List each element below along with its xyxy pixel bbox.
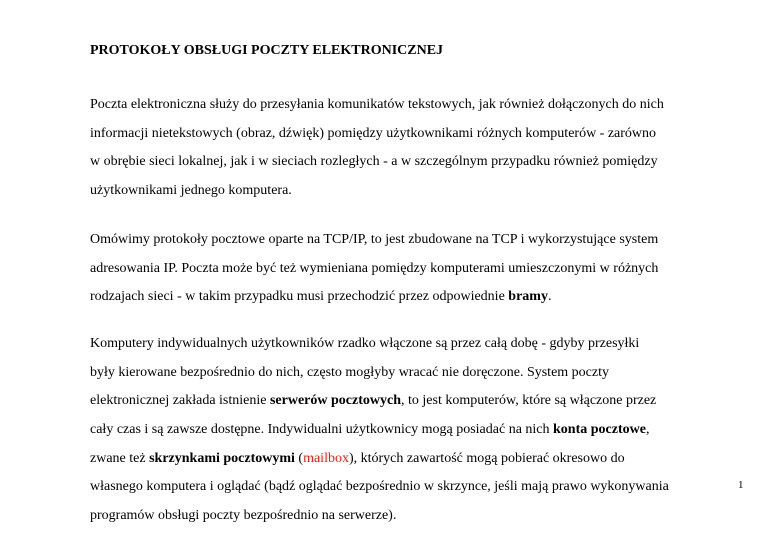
text-line: Poczta elektroniczna służy do przesyłania komunikatów tekstowych, jak również dołączonych do nich [90,97,664,112]
paragraph-tcpip [90,226,730,312]
paragraph-mail-servers [90,330,730,531]
bold-term-mail-accounts: konta pocztowe [553,422,646,438]
text-line: były kierowane bezpośrednio do nich, często mogłyby wracać nie doręczone. System poczty [90,364,609,380]
text-line: Omówimy protokoły pocztowe oparte na TCP/IP, to jest zbudowane na TCP i wykorzystujące system [90,232,659,247]
text-run: . [547,289,552,305]
text-line [90,445,730,474]
bold-term-mailboxes: skrzynkami pocztowymi [149,450,295,466]
paragraph-intro [90,91,730,206]
text-run: elektronicznej zakłada istnienie [90,393,270,409]
text-line: adresowania IP. Poczta może być też wymieniana pomiędzy komputerami umieszczonymi w różnych [90,260,659,276]
text-line [90,416,730,445]
text-line: w obrębie sieci lokalnej, jak i w sieciach rozległych - a w szczególnym przypadku również pomiędzy [90,154,658,170]
text-run: zwane też [90,450,150,466]
text-line [90,283,730,312]
mailbox-term: mailbox [303,450,349,466]
document-title: PROTOKOŁY OBSŁUGI POCZTY ELEKTRONICZNEJ [90,43,444,58]
text-run: rodzajach sieci - w takim przypadku musi przechodzić przez odpowiednie [90,289,509,305]
text-line [90,387,730,416]
text-line: użytkownikami jednego komputera. [90,183,292,199]
text-run: ), których zawartość mogą pobierać okresowo do [348,450,625,466]
text-run: , [645,422,650,438]
text-run: , to jest komputerów, które są włączone przez [401,393,657,409]
text-line: programów obsługi poczty bezpośrednio na serwerze). [90,508,397,524]
bold-term-mail-servers: serwerów pocztowych [269,393,401,409]
text-line: własnego komputera i oglądać (bądź oglądać bezpośrednio w skrzynce, jeśli mają prawo wykonywania [90,479,669,495]
text-run: cały czas i są zawsze dostępne. Indywidualni użytkownicy mogą posiadać na nich [90,422,554,438]
text-run: ( [294,450,304,466]
text-line: Komputery indywidualnych użytkowników rzadko włączone są przez całą dobę - gdyby przesyłki [90,336,640,351]
bold-term-gateways: bramy [508,289,548,305]
page-number: 1 [738,479,744,491]
text-line: informacji nietekstowych (obraz, dźwięk) pomiędzy użytkownikami różnych komputerów - zarówno [90,125,657,141]
